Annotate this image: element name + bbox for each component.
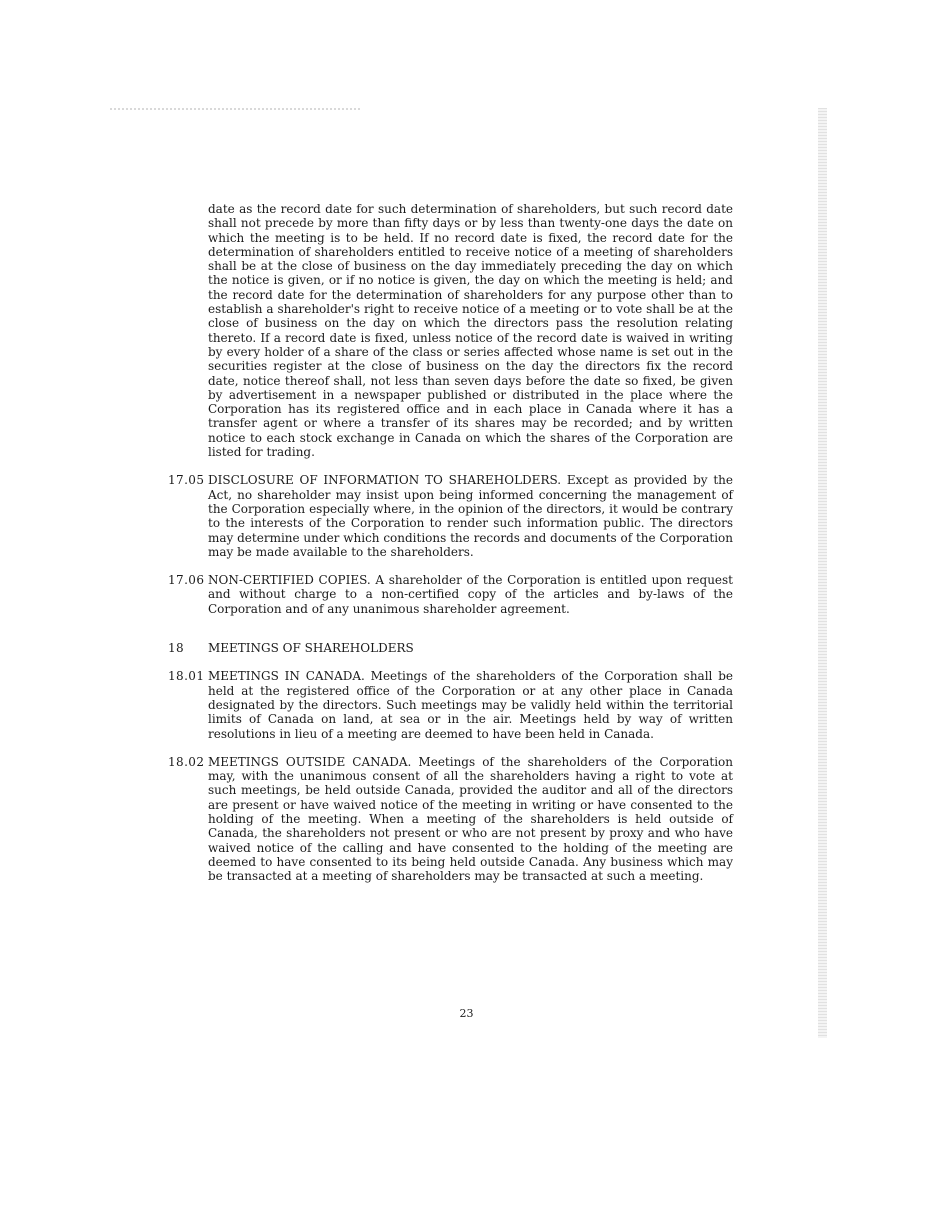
section-18-02 <box>168 755 733 884</box>
section-number: 18.01 <box>168 669 205 684</box>
section-text: NON-CERTIFIED COPIES. A shareholder of the Corporation is entitled upon request and without charge to a non-certified copy of the articles and by-laws of the Corporation and of any unanimous shareholder agreement. <box>208 573 733 616</box>
heading-title: MEETINGS OF SHAREHOLDERS <box>208 641 414 656</box>
heading-number: 18 <box>168 641 185 656</box>
section-17-05 <box>168 473 733 559</box>
section-17-06 <box>168 573 733 616</box>
page-number: 23 <box>459 1007 474 1020</box>
section-number: 17.06 <box>168 573 205 588</box>
scan-artifact-right-edge <box>818 108 827 1038</box>
section-number: 17.05 <box>168 473 205 488</box>
section-text: DISCLOSURE OF INFORMATION TO SHAREHOLDERS. Except as provided by the Act, no shareholder may insist upon being informed concerning the management of the Corporation especially where, in the opinion of the directors, it would be contrary to the interests of the Corporation to render such information public. The directors may determine under which conditions the records and documents of the Corporation may be made available to the shareholders. <box>208 473 733 559</box>
section-text: MEETINGS IN CANADA. Meetings of the shareholders of the Corporation shall be held at the registered office of the Corporation or at any other place in Canada designated by the directors. Such meetings may be validly held within the territorial limits of Canada on land, at sea or in the air. Meetings held by way of written resolutions in lieu of a meeting are deemed to have been held in Canada. <box>208 669 733 741</box>
continuation-text: date as the record date for such determination of shareholders, but such record date shall not precede by more than fifty days or by less than twenty-one days the date on which the meeting is to be held. If no record date is fixed, the record date for the determination of shareholders entitled to receive notice of a meeting of shareholders shall be at the close of business on the day immediately preceding the day on which the notice is given, or if no notice is given, the day on which the meeting is held; and the record date for the determination of shareholders for any purpose other than to establish a shareholder's right to receive notice of a meeting or to vote shall be at the close of business on the day on which the directors pass the resolution relating thereto. If a record date is fixed, unless notice of the record date is waived in writing by every holder of a share of the class or series affected whose name is set out in the securities register at the close of business on the day the directors fix the record date, notice thereof shall, not less than seven days before the date so fixed, be given by advertisement in a newspaper published or distributed in the place where the Corporation has its registered office and in each place in Canada where it has a transfer agent or where a transfer of its shares may be recorded; and by written notice to each stock exchange in Canada on which the shares of the Corporation are listed for trading. <box>208 202 733 460</box>
section-heading-18 <box>168 641 733 655</box>
document-page <box>168 202 733 883</box>
section-text: MEETINGS OUTSIDE CANADA. Meetings of the shareholders of the Corporation may, with the unanimous consent of all the shareholders having a right to vote at such meetings, be held outside Canada, provided the auditor and all of the directors are present or have waived notice of the meeting in writing or have consented to the holding of the meeting. When a meeting of the shareholders is held outside of Canada, the shareholders not present or who are not present by proxy and who have waived notice of the calling and have consented to the holding of the meeting are deemed to have consented to its being held outside Canada. Any business which may be transacted at a meeting of shareholders may be transacted at such a meeting. <box>208 754 733 884</box>
scan-artifact-top <box>110 108 360 110</box>
section-18-01 <box>168 669 733 740</box>
continuation-paragraph <box>168 202 733 459</box>
section-number: 18.02 <box>168 754 205 769</box>
